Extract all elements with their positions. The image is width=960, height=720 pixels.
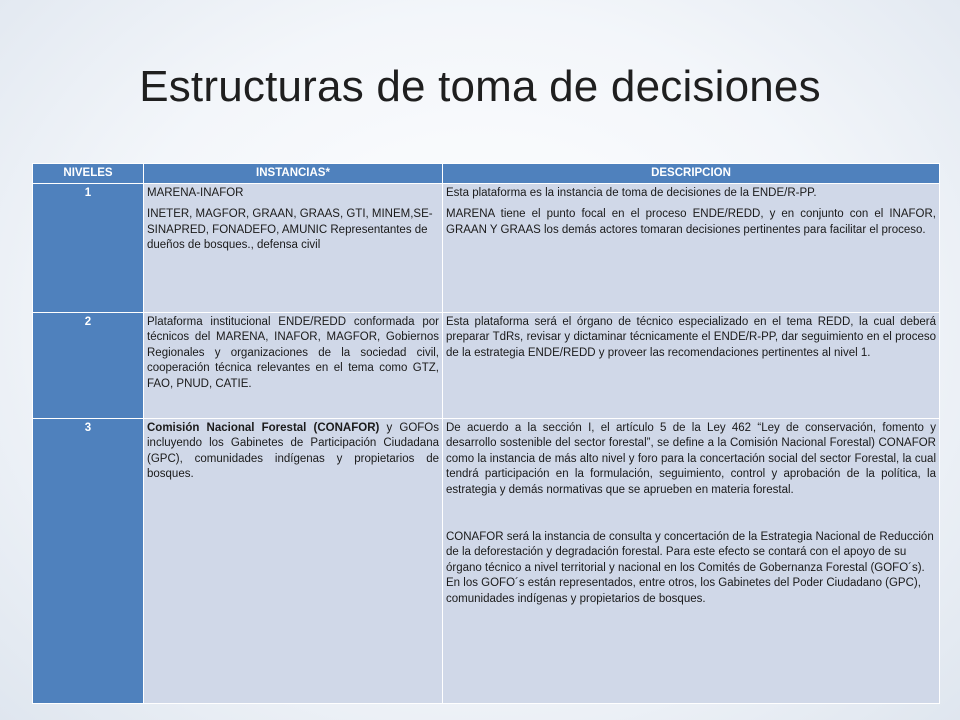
descripcion-paragraph: De acuerdo a la sección I, el artículo 5 de la Ley 462 “Ley de conservación, fomento y desarrollo sostenible del sector forestal”, se define a la Comisión Nacional Forestal) CONAFOR como la instancia de más alto nivel y foro para la concertación social del sector Forestal, la cual tendrá participación en la formulación, seguimiento, control y aprobación de la política, la estrategia y demás normativas que se aprueben en materia forestal. (446, 422, 936, 496)
slide-title: Estructuras de toma de decisiones (139, 62, 821, 111)
descripcion-paragraph: CONAFOR será la instancia de consulta y concertación de la Estrategia Nacional de Reducción de la deforestación y degradación forestal. Para este efecto se contará con el apoyo de su órgano técnico a nivel territorial y nacional en los Comités de Gobernanza Forestal (GOFO´s). En los GOFO´s están representados, entre otros, los Gabinetes del Poder Ciudadano (GPC), comunidades indígenas y propietarios de bosques. (446, 531, 934, 605)
descripcion-cell (443, 419, 940, 704)
table-row (33, 419, 940, 704)
level-number: 3 (33, 419, 144, 704)
descripcion-cell (443, 184, 940, 313)
table-row (33, 313, 940, 419)
table-row (33, 184, 940, 313)
instancia-rest: y GOFOs incluyendo los Gabinetes de Participación Ciudadana (GPC), comunidades indígenas y propietarios de bosques. (147, 422, 440, 481)
instancia-secondary: INETER, MAGFOR, GRAAN, GRAAS, GTI, MINEM,SE-SINAPRED, FONADEFO, AMUNIC Representantes de dueños de bosques., defensa civil (147, 208, 433, 252)
decision-structures-table (32, 163, 940, 704)
instancias-cell (144, 313, 443, 419)
conafor-name: Comisión Nacional Forestal (CONAFOR) (147, 422, 380, 434)
descripcion-paragraph: Esta plataforma será el órgano de técnico especializado en el tema REDD, la cual deberá preparar TdRs, revisar y dictaminar técnicamente el ENDE/R-PP, dar seguimiento en el proceso de la estrategia ENDE/REDD y proveer las recomendaciones pertinentes al nivel 1. (446, 316, 936, 359)
level-number: 1 (33, 184, 144, 313)
header-instancias: INSTANCIAS* (144, 164, 443, 184)
instancias-cell (144, 419, 443, 704)
instancia-primary (147, 421, 439, 483)
table-header-row (33, 164, 940, 184)
header-descripcion: DESCRIPCION (443, 164, 940, 184)
level-number: 2 (33, 313, 144, 419)
descripcion-paragraph: MARENA tiene el punto focal en el proceso ENDE/REDD, y en conjunto con el INAFOR, GRAAN Y GRAAS los demás actores tomaran decisiones pertinentes para facilitar el proceso. (446, 208, 936, 236)
descripcion-cell (443, 313, 940, 419)
descripcion-paragraph: Esta plataforma es la instancia de toma de decisiones de la ENDE/R-PP. (446, 187, 817, 199)
header-niveles: NIVELES (33, 164, 144, 184)
instancia-primary: MARENA-INAFOR (147, 187, 244, 199)
instancia-primary: Plataforma institucional ENDE/REDD conformada por técnicos del MARENA, INAFOR, MAGFOR, Gobiernos Regionales y organizaciones de la sociedad civil, cooperación técnica relevantes en el tema como GTZ, FAO, PNUD, CATIE. (147, 316, 439, 390)
instancias-cell (144, 184, 443, 313)
